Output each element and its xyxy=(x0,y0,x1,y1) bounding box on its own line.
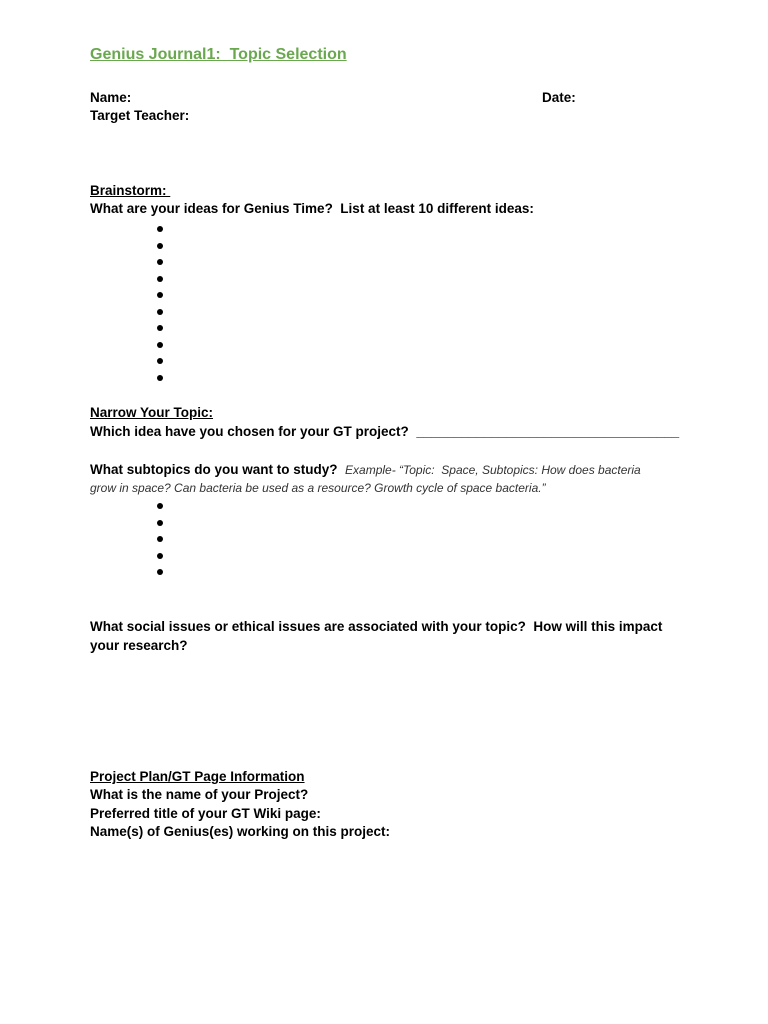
narrow-topic-question xyxy=(90,423,679,441)
bullet-icon xyxy=(157,276,163,282)
bullet-icon xyxy=(157,553,163,559)
issues-question-line2: your research? xyxy=(90,638,188,653)
project-name-question: What is the name of your Project? xyxy=(90,787,309,802)
bullet-icon xyxy=(157,259,163,265)
bullet-icon xyxy=(157,342,163,348)
bullet-icon xyxy=(157,536,163,542)
bullet-icon xyxy=(157,309,163,315)
bullet-icon xyxy=(157,520,163,526)
issues-question-line1: What social issues or ethical issues are associated with your topic? How will this impact xyxy=(90,619,663,634)
bullet-icon xyxy=(157,292,163,298)
brainstorm-question: What are your ideas for Genius Time? List at least 10 different ideas: xyxy=(90,201,534,216)
page-title: Genius Journal1: Topic Selection xyxy=(90,46,347,63)
subtopics-question-text: What subtopics do you want to study? xyxy=(90,462,338,477)
narrow-topic-heading: Narrow Your Topic: xyxy=(90,405,214,420)
bullet-icon xyxy=(157,226,163,232)
bullet-icon xyxy=(157,569,163,575)
bullet-icon xyxy=(157,243,163,249)
subtopics-question xyxy=(90,461,641,479)
target-teacher-label: Target Teacher: xyxy=(90,108,190,123)
name-label: Name: xyxy=(90,90,132,105)
geniuses-question: Name(s) of Genius(es) working on this project: xyxy=(90,824,391,839)
wiki-title-question: Preferred title of your GT Wiki page: xyxy=(90,806,321,821)
narrow-topic-question-text: Which idea have you chosen for your GT project? xyxy=(90,424,409,439)
brainstorm-heading: Brainstorm: xyxy=(90,183,171,198)
bullet-icon xyxy=(157,503,163,509)
bullet-icon xyxy=(157,375,163,381)
answer-blank-line: ___________________________________ xyxy=(416,424,680,439)
project-plan-heading: Project Plan/GT Page Information xyxy=(90,769,305,784)
bullet-icon xyxy=(157,358,163,364)
subtopics-example-line2: grow in space? Can bacteria be used as a resource? Growth cycle of space bacteria.” xyxy=(90,481,546,495)
subtopics-example-line1: Example- “Topic: Space, Subtopics: How does bacteria xyxy=(345,463,641,477)
bullet-icon xyxy=(157,325,163,331)
date-label: Date: xyxy=(542,90,576,105)
